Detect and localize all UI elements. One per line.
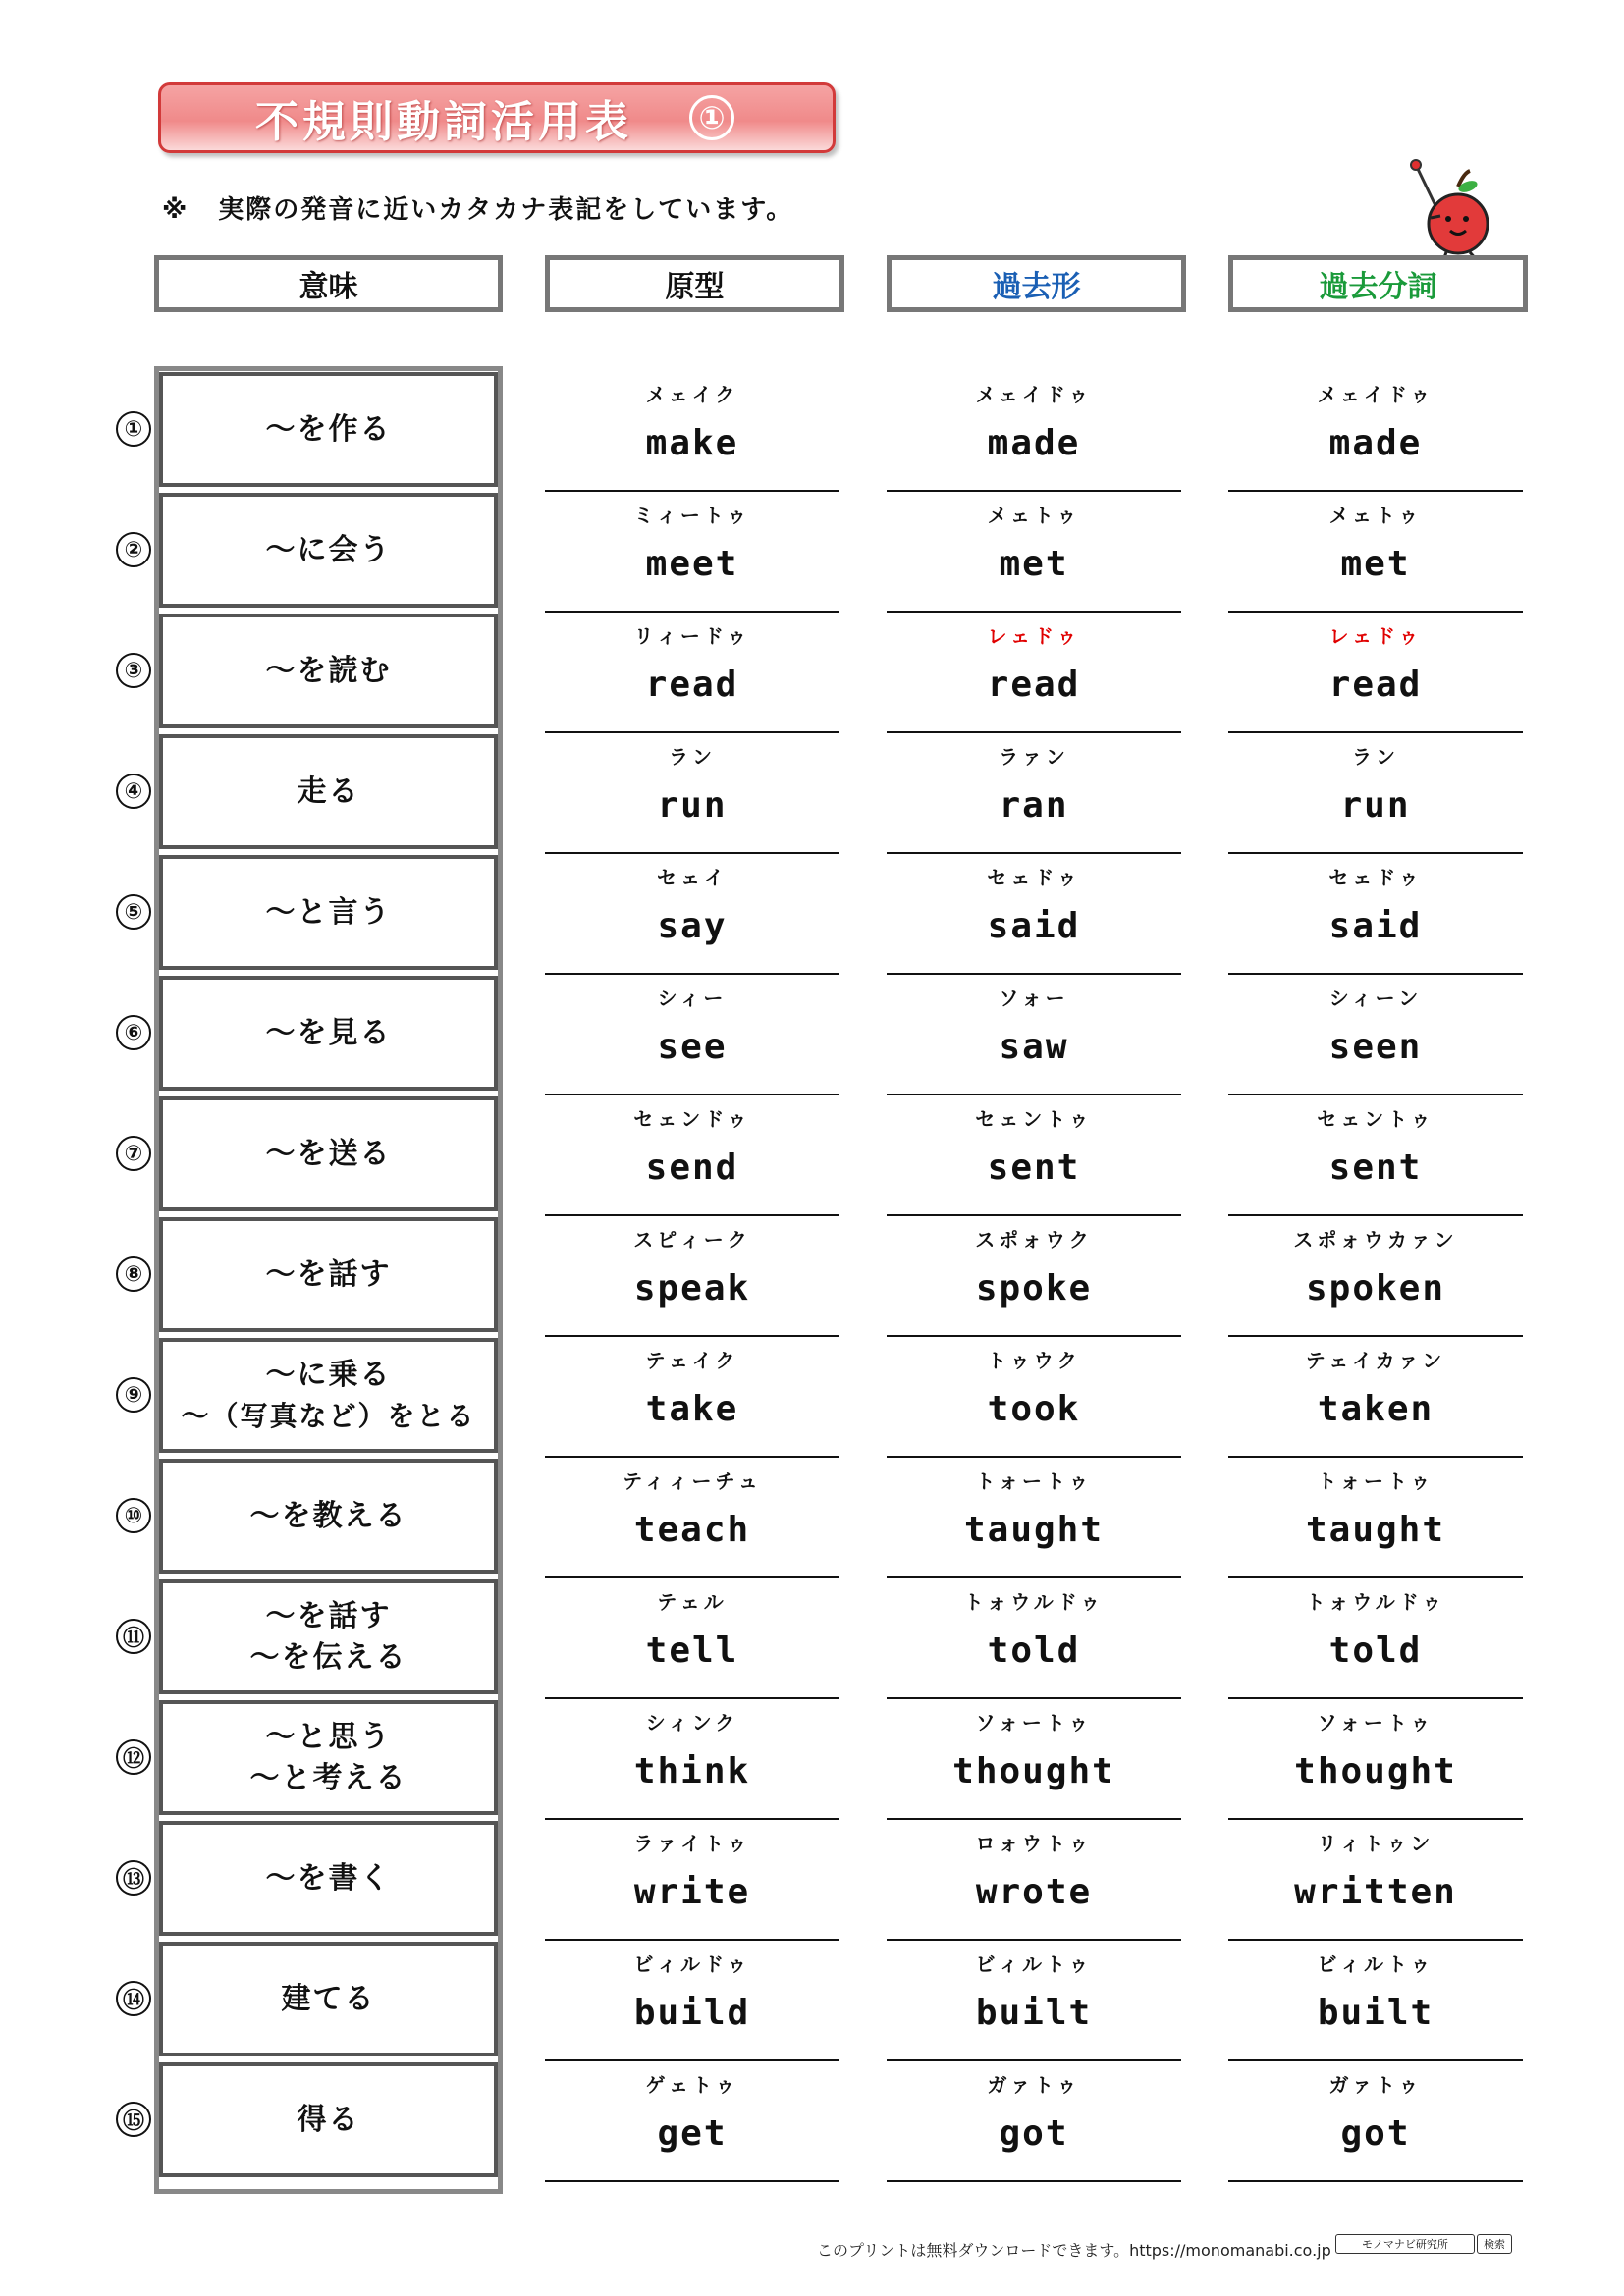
base-form-word: send bbox=[645, 1148, 739, 1188]
base-form-cell bbox=[545, 1699, 839, 1820]
pp-form-kana: セェントゥ bbox=[1317, 1107, 1435, 1131]
meaning-text: ～と考える bbox=[249, 1760, 407, 1795]
row-number: ⑨ bbox=[116, 1377, 151, 1413]
base-form-cell bbox=[545, 733, 839, 854]
base-form-word: speak bbox=[633, 1268, 751, 1308]
base-form-kana: ラン bbox=[669, 745, 716, 769]
base-form-kana: ビィルドゥ bbox=[633, 1952, 751, 1976]
row-number: ⑫ bbox=[116, 1739, 151, 1775]
row-number: ⑥ bbox=[116, 1015, 151, 1050]
base-form-cell bbox=[545, 1095, 839, 1216]
meaning-text: ～と言う bbox=[265, 894, 392, 930]
past-form-cell bbox=[887, 492, 1181, 613]
base-form-cell bbox=[545, 492, 839, 613]
pp-form-word: thought bbox=[1294, 1751, 1457, 1791]
base-form-word: make bbox=[645, 423, 739, 463]
pp-form-cell bbox=[1228, 1820, 1523, 1941]
past-form-word: built bbox=[975, 1993, 1093, 2033]
past-form-cell bbox=[887, 1820, 1181, 1941]
meaning-text: ～を伝える bbox=[249, 1639, 407, 1675]
past-form-word: wrote bbox=[975, 1872, 1093, 1912]
header-meaning-label: 意味 bbox=[298, 270, 358, 304]
pp-form-cell bbox=[1228, 1941, 1523, 2061]
meaning-text: ～と思う bbox=[265, 1719, 392, 1754]
base-form-kana: ティィーチュ bbox=[623, 1469, 762, 1493]
base-form-word: run bbox=[657, 785, 728, 826]
base-form-word: get bbox=[657, 2113, 728, 2154]
header-base bbox=[545, 255, 844, 312]
meaning-cell bbox=[159, 1459, 498, 1574]
meaning-text: ～（写真など）をとる bbox=[181, 1399, 476, 1432]
past-form-kana: メェトゥ bbox=[987, 504, 1081, 527]
pp-form-word: got bbox=[1340, 2113, 1411, 2154]
pp-form-cell bbox=[1228, 854, 1523, 975]
meaning-text: ～を話す bbox=[265, 1598, 392, 1633]
footer-text: このプリントは無料ダウンロードできます。https://monomanabi.co.jp bbox=[817, 2241, 1331, 2260]
meaning-text: ～に乗る bbox=[265, 1357, 392, 1392]
pp-form-word: run bbox=[1340, 785, 1411, 826]
past-form-word: thought bbox=[952, 1751, 1115, 1791]
meaning-cell bbox=[159, 976, 498, 1091]
meaning-cell bbox=[159, 2062, 498, 2177]
base-form-kana: シィー bbox=[657, 987, 728, 1010]
past-form-word: read bbox=[987, 665, 1081, 705]
pp-form-word: read bbox=[1328, 665, 1423, 705]
pronunciation-note bbox=[162, 189, 793, 226]
past-form-kana: トォウルドゥ bbox=[963, 1590, 1105, 1614]
row-number: ② bbox=[116, 532, 151, 567]
base-form-kana: テェイク bbox=[645, 1349, 739, 1372]
past-form-cell bbox=[887, 975, 1181, 1095]
meaning-text: ～を作る bbox=[265, 411, 392, 447]
past-form-cell bbox=[887, 854, 1181, 975]
past-form-cell bbox=[887, 613, 1181, 733]
row-number: ① bbox=[116, 411, 151, 447]
past-form-kana: トゥウク bbox=[987, 1349, 1081, 1372]
pp-form-cell bbox=[1228, 1578, 1523, 1699]
base-form-cell bbox=[545, 1337, 839, 1458]
header-past-participle-label: 過去分詞 bbox=[1319, 270, 1437, 304]
row-number: ⑤ bbox=[116, 894, 151, 930]
base-form-cell bbox=[545, 2061, 839, 2182]
past-form-kana: ロォウトゥ bbox=[975, 1832, 1093, 1855]
pp-form-word: said bbox=[1328, 906, 1423, 946]
pp-form-word: met bbox=[1340, 544, 1411, 584]
row-number: ⑪ bbox=[116, 1619, 151, 1654]
base-form-cell bbox=[545, 1458, 839, 1578]
base-form-kana: ラァイトゥ bbox=[633, 1832, 751, 1855]
base-form-kana: メェイク bbox=[645, 383, 739, 406]
past-form-kana: レェドゥ bbox=[987, 624, 1081, 648]
page-title: 不規則動詞活用表 bbox=[255, 97, 632, 147]
pp-form-kana: トォウルドゥ bbox=[1305, 1590, 1446, 1614]
base-form-kana: リィードゥ bbox=[633, 624, 751, 648]
past-form-word: told bbox=[987, 1630, 1081, 1671]
meaning-cell bbox=[159, 1821, 498, 1936]
pp-form-kana: メェトゥ bbox=[1328, 504, 1423, 527]
pp-form-word: seen bbox=[1328, 1027, 1423, 1067]
past-form-word: made bbox=[987, 423, 1081, 463]
header-base-label: 原型 bbox=[665, 270, 725, 304]
pp-form-kana: レェドゥ bbox=[1328, 624, 1423, 648]
meaning-text: ～を読む bbox=[265, 653, 392, 688]
pp-form-word: taught bbox=[1305, 1510, 1446, 1550]
past-form-cell bbox=[887, 371, 1181, 492]
title-banner bbox=[158, 82, 836, 153]
meaning-cell bbox=[159, 1579, 498, 1694]
row-number: ⑦ bbox=[116, 1136, 151, 1171]
meaning-text: ～に会う bbox=[265, 532, 392, 567]
past-form-word: met bbox=[999, 544, 1069, 584]
past-form-cell bbox=[887, 733, 1181, 854]
pp-form-kana: トォートゥ bbox=[1317, 1469, 1435, 1493]
meaning-cell bbox=[159, 1096, 498, 1211]
meaning-cell bbox=[159, 1338, 498, 1453]
meaning-cell bbox=[159, 734, 498, 849]
meaning-text: ～を送る bbox=[265, 1136, 392, 1171]
pp-form-word: taken bbox=[1317, 1389, 1435, 1429]
pp-form-cell bbox=[1228, 613, 1523, 733]
pp-form-word: told bbox=[1328, 1630, 1423, 1671]
base-form-word: say bbox=[657, 906, 728, 946]
base-form-cell bbox=[545, 1216, 839, 1337]
pp-form-cell bbox=[1228, 1095, 1523, 1216]
base-form-word: write bbox=[633, 1872, 751, 1912]
pp-form-kana: ラン bbox=[1352, 745, 1399, 769]
base-form-word: read bbox=[645, 665, 739, 705]
pp-form-kana: セェドゥ bbox=[1328, 866, 1423, 889]
row-number: ③ bbox=[116, 653, 151, 688]
header-past-label: 過去形 bbox=[992, 270, 1081, 304]
base-form-cell bbox=[545, 1820, 839, 1941]
meaning-cell bbox=[159, 614, 498, 728]
pp-form-cell bbox=[1228, 733, 1523, 854]
past-form-cell bbox=[887, 1578, 1181, 1699]
base-form-word: take bbox=[645, 1389, 739, 1429]
meaning-text: ～を書く bbox=[265, 1860, 392, 1896]
meaning-cell bbox=[159, 1700, 498, 1815]
base-form-cell bbox=[545, 1941, 839, 2061]
past-form-kana: トォートゥ bbox=[975, 1469, 1093, 1493]
base-form-word: meet bbox=[645, 544, 739, 584]
past-form-cell bbox=[887, 1458, 1181, 1578]
sheet-number: ① bbox=[689, 95, 734, 140]
meaning-text: ～を話す bbox=[265, 1256, 392, 1292]
pp-form-cell bbox=[1228, 1699, 1523, 1820]
pp-form-cell bbox=[1228, 975, 1523, 1095]
pp-form-cell bbox=[1228, 1337, 1523, 1458]
past-form-cell bbox=[887, 1699, 1181, 1820]
past-form-word: sent bbox=[987, 1148, 1081, 1188]
past-form-kana: ガァトゥ bbox=[987, 2073, 1081, 2097]
base-form-cell bbox=[545, 1578, 839, 1699]
base-form-word: teach bbox=[633, 1510, 751, 1550]
meaning-text: 得る bbox=[297, 2102, 360, 2137]
past-form-kana: メェイドゥ bbox=[975, 383, 1093, 406]
pp-form-word: built bbox=[1317, 1993, 1435, 2033]
row-number: ⑩ bbox=[116, 1498, 151, 1533]
past-form-kana: ビィルトゥ bbox=[975, 1952, 1093, 1976]
meaning-cell bbox=[159, 1942, 498, 2056]
past-form-kana: スポォウク bbox=[975, 1228, 1093, 1252]
past-form-cell bbox=[887, 1095, 1181, 1216]
past-form-cell bbox=[887, 2061, 1181, 2182]
base-form-cell bbox=[545, 371, 839, 492]
pp-form-cell bbox=[1228, 2061, 1523, 2182]
pp-form-kana: ビィルトゥ bbox=[1317, 1952, 1435, 1976]
note-mark: ※ bbox=[162, 195, 189, 225]
header-meaning bbox=[154, 255, 503, 312]
pp-form-kana: テェイカァン bbox=[1305, 1349, 1446, 1372]
base-form-kana: セェンドゥ bbox=[633, 1107, 751, 1131]
past-form-kana: ラァン bbox=[999, 745, 1069, 769]
pp-form-cell bbox=[1228, 1216, 1523, 1337]
past-form-word: saw bbox=[999, 1027, 1069, 1067]
meaning-text: ～を教える bbox=[249, 1498, 407, 1533]
base-form-cell bbox=[545, 975, 839, 1095]
past-form-word: said bbox=[987, 906, 1081, 946]
pp-form-cell bbox=[1228, 1458, 1523, 1578]
past-form-cell bbox=[887, 1216, 1181, 1337]
header-past bbox=[887, 255, 1186, 312]
meaning-cell bbox=[159, 372, 498, 487]
meaning-cell bbox=[159, 855, 498, 970]
row-number: ⑧ bbox=[116, 1256, 151, 1292]
base-form-word: build bbox=[633, 1993, 751, 2033]
meaning-cell bbox=[159, 1217, 498, 1332]
base-form-word: tell bbox=[645, 1630, 739, 1671]
base-form-word: think bbox=[633, 1751, 751, 1791]
pp-form-kana: ソォートゥ bbox=[1317, 1711, 1435, 1735]
pp-form-kana: スポォウカァン bbox=[1293, 1228, 1458, 1252]
meaning-text: ～を見る bbox=[265, 1015, 392, 1050]
pp-form-kana: シィーン bbox=[1328, 987, 1423, 1010]
past-form-kana: ソォートゥ bbox=[975, 1711, 1093, 1735]
meaning-text: 建てる bbox=[281, 1981, 376, 2016]
pp-form-word: made bbox=[1328, 423, 1423, 463]
base-form-cell bbox=[545, 613, 839, 733]
base-form-kana: ゲェトゥ bbox=[645, 2073, 739, 2097]
base-form-cell bbox=[545, 854, 839, 975]
pp-form-kana: メェイドゥ bbox=[1317, 383, 1435, 406]
pp-form-cell bbox=[1228, 371, 1523, 492]
pp-form-word: written bbox=[1294, 1872, 1457, 1912]
pp-form-kana: リィトゥン bbox=[1317, 1832, 1435, 1855]
row-number: ④ bbox=[116, 774, 151, 809]
past-form-word: ran bbox=[999, 785, 1069, 826]
row-number: ⑬ bbox=[116, 1860, 151, 1896]
base-form-word: see bbox=[657, 1027, 728, 1067]
pp-form-word: spoken bbox=[1305, 1268, 1446, 1308]
pp-form-kana: ガァトゥ bbox=[1328, 2073, 1423, 2097]
apple-mascot-icon bbox=[1399, 157, 1507, 265]
past-form-word: taught bbox=[963, 1510, 1105, 1550]
note-text: 実際の発音に近いカタカナ表記をしています。 bbox=[218, 195, 794, 225]
past-form-kana: ソォー bbox=[999, 987, 1069, 1010]
pp-form-cell bbox=[1228, 492, 1523, 613]
base-form-kana: シィンク bbox=[645, 1711, 739, 1735]
base-form-kana: セェイ bbox=[657, 866, 728, 889]
past-form-word: spoke bbox=[975, 1268, 1093, 1308]
row-number: ⑮ bbox=[116, 2102, 151, 2137]
base-form-kana: スピィーク bbox=[633, 1228, 751, 1252]
base-form-kana: テェル bbox=[657, 1590, 728, 1614]
pp-form-word: sent bbox=[1328, 1148, 1423, 1188]
past-form-word: took bbox=[987, 1389, 1081, 1429]
search-box: モノマナビ研究所 bbox=[1335, 2234, 1475, 2254]
meaning-cell bbox=[159, 493, 498, 608]
base-form-kana: ミィートゥ bbox=[633, 504, 751, 527]
header-past-participle bbox=[1228, 255, 1528, 312]
past-form-word: got bbox=[999, 2113, 1069, 2154]
row-number: ⑭ bbox=[116, 1981, 151, 2016]
past-form-kana: セェントゥ bbox=[975, 1107, 1093, 1131]
search-button: 検索 bbox=[1477, 2234, 1512, 2254]
meaning-text: 走る bbox=[297, 774, 360, 809]
past-form-kana: セェドゥ bbox=[987, 866, 1081, 889]
past-form-cell bbox=[887, 1941, 1181, 2061]
past-form-cell bbox=[887, 1337, 1181, 1458]
